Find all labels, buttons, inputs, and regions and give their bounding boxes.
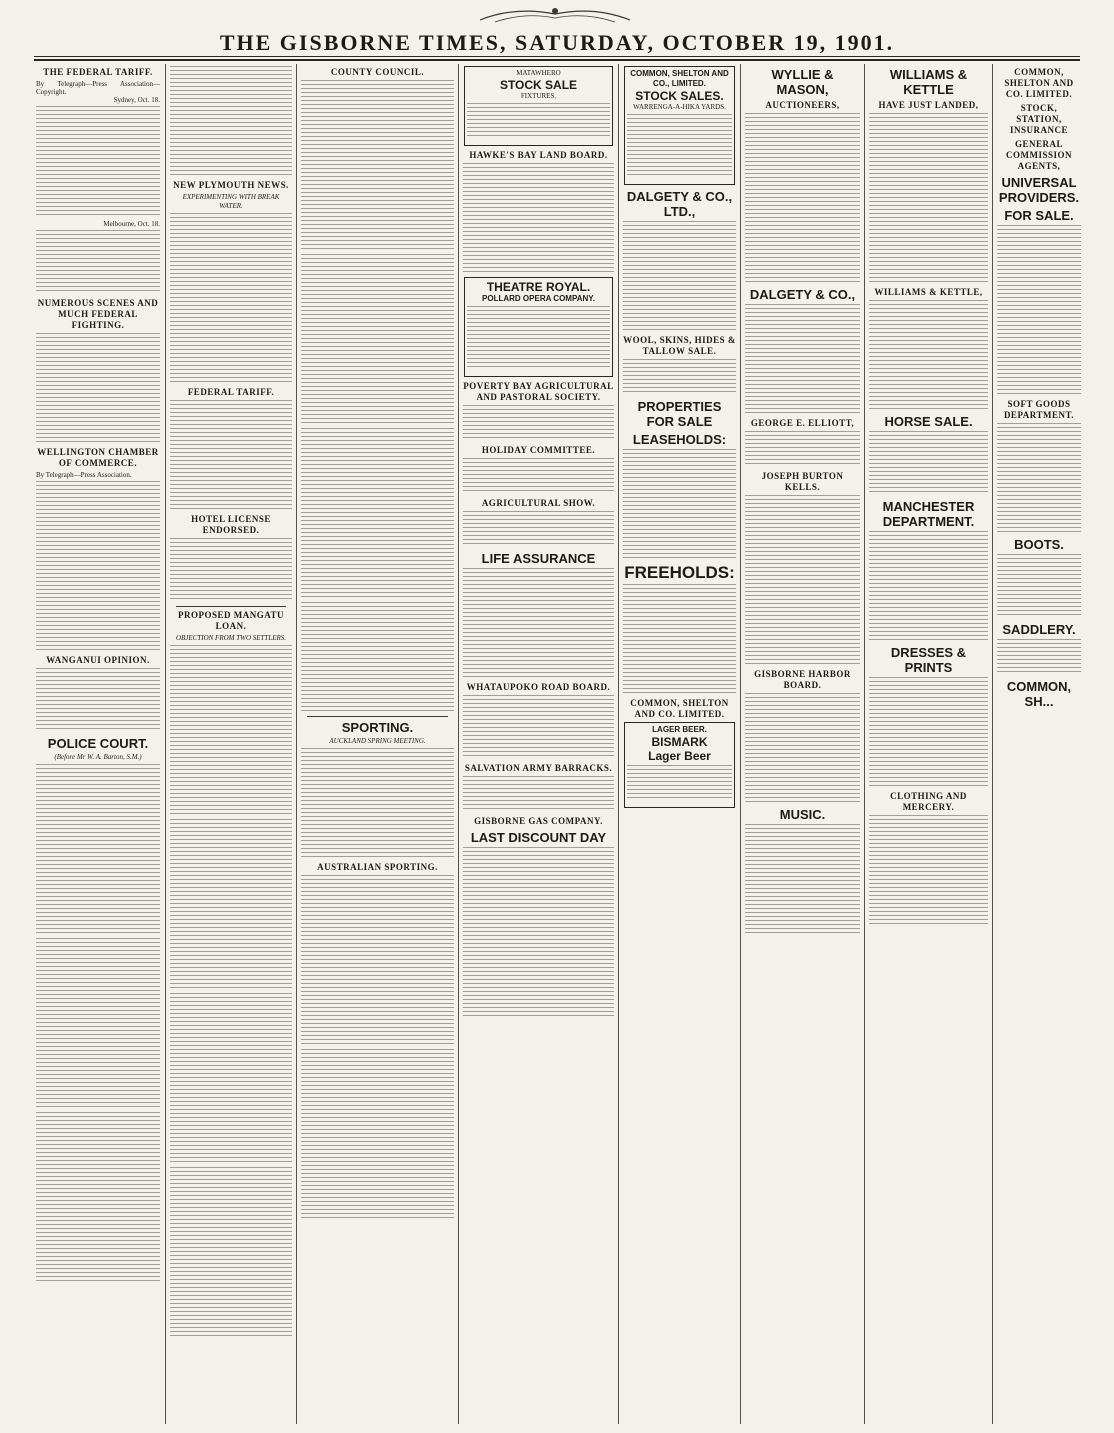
headline-wool-sale: WOOL, SKINS, HIDES & TALLOW SALE. (623, 335, 736, 356)
article-text (301, 602, 454, 712)
subheadline-auckland-spring: AUCKLAND SPRING MEETING. (329, 737, 426, 745)
masthead-title: THE GISBORNE TIMES, SATURDAY, OCTOBER 19, 1901. (219, 30, 895, 55)
article-text (170, 1167, 292, 1337)
headline-gas-company: GISBORNE GAS COMPANY. (474, 816, 603, 826)
article-text (301, 1049, 454, 1219)
classified-text (463, 511, 614, 547)
headline-freeholds: FREEHOLDS: (624, 563, 735, 582)
headline-new-plymouth: NEW PLYMOUTH NEWS. (173, 180, 289, 190)
headline-life-assurance: LIFE ASSURANCE (481, 551, 596, 566)
article-text (170, 66, 292, 176)
ad-brand: BISMARK (651, 735, 708, 749)
police-court-byline: (Before Mr W. A. Barton, S.M.) (54, 753, 142, 761)
classified-text (623, 449, 736, 559)
column-7 (869, 64, 988, 1424)
ad-company: COMMON, SHELTON AND CO., LIMITED. (630, 69, 729, 88)
classified-text (869, 431, 988, 495)
ad-subtitle: WARRENGA-A-HIKA YARDS. (633, 103, 726, 111)
masthead-ornament (470, 2, 640, 26)
article-text (301, 254, 454, 424)
theatre-ad (464, 277, 613, 377)
article-text (36, 230, 160, 294)
headline-australian-sporting: AUSTRALIAN SPORTING. (317, 862, 438, 872)
headline-boots: BOOTS. (1014, 537, 1064, 552)
headline-wyllie-mason: WYLLIE & MASON, (771, 67, 834, 97)
headline-universal: UNIVERSAL PROVIDERS. (998, 175, 1080, 205)
dateline-place: Sydney, Oct. 18. (113, 96, 160, 104)
classified-text (997, 554, 1081, 618)
article-text (36, 1112, 160, 1282)
classified-text (463, 568, 614, 678)
headline-clothing: CLOTHING AND MERCERY. (890, 791, 967, 812)
headline-agricultural-society: POVERTY BAY AGRICULTURAL AND PASTORAL SOCIETY. (463, 381, 614, 402)
headline-soft-goods: SOFT GOODS DEPARTMENT. (1003, 399, 1075, 420)
masthead-rule (34, 56, 1080, 57)
headline-discount-day: LAST DISCOUNT DAY (470, 830, 607, 845)
ad-title: THEATRE ROYAL. (486, 280, 591, 294)
section-divider (307, 716, 448, 717)
article-text (301, 875, 454, 1045)
headline-for-sale: FOR SALE. (1004, 208, 1074, 223)
headline-saddlery: SADDLERY. (1002, 622, 1076, 637)
headline-county-council: COUNTY COUNCIL. (330, 67, 425, 77)
masthead (0, 0, 1114, 58)
headline-common-shelton-2: COMMON, SHELTON AND CO. LIMITED. (1004, 67, 1074, 99)
section-divider (176, 606, 286, 607)
classified-text (745, 113, 860, 283)
headline-manchester: MANCHESTER DEPARTMENT. (882, 499, 975, 529)
headline-dalgety: DALGETY & CO., LTD., (626, 189, 733, 219)
headline-mangatu-loan: PROPOSED MANGATU LOAN. (177, 610, 285, 631)
subheadline-break-water: EXPERIMENTING WITH BREAK WATER. (182, 193, 280, 210)
common-shelton-ad (624, 66, 735, 185)
headline-common-sh: COMMON, SH... (1006, 679, 1072, 709)
subheadline-two-settlers: OBJECTION FROM TWO SETTLERS. (175, 634, 287, 642)
classified-text (997, 639, 1081, 675)
ad-text (627, 114, 732, 178)
stock-sale-ad (464, 66, 613, 146)
classified-text (623, 221, 736, 331)
article-text (36, 333, 160, 443)
column-3 (301, 64, 454, 1424)
headline-scenes: NUMEROUS SCENES AND MUCH FEDERAL FIGHTING. (37, 298, 159, 330)
article-text (170, 645, 292, 815)
article-text (301, 80, 454, 250)
classified-text (745, 495, 860, 665)
subheadline-stock-station: STOCK, STATION, INSURANCE (1009, 103, 1068, 135)
headline-george-elliott: GEORGE E. ELLIOTT, (750, 418, 855, 428)
classified-text (997, 423, 1081, 533)
ad-text (627, 765, 732, 801)
headline-federal-tariff-2: FEDERAL TARIFF. (187, 387, 275, 397)
headline-joseph-kells: JOSEPH BURTON KELLS. (761, 471, 844, 492)
article-text (301, 748, 454, 858)
classified-text (463, 847, 614, 1017)
headline-salvation-army: SALVATION ARMY BARRACKS. (464, 763, 613, 773)
dateline: By Telegraph—Press Association. (36, 471, 132, 479)
headline-sporting: SPORTING. (341, 720, 414, 735)
column-divider (618, 64, 619, 1424)
ad-title: STOCK SALE (499, 78, 578, 92)
column-divider (740, 64, 741, 1424)
article-text (170, 213, 292, 383)
article-text (170, 538, 292, 602)
article-text (170, 993, 292, 1163)
subheadline-auctioneers: AUCTIONEERS, (765, 100, 840, 110)
article-text (170, 819, 292, 989)
dateline: By Telegraph—Press Association—Copyright. (36, 80, 160, 96)
article-text (36, 764, 160, 934)
article-text (36, 938, 160, 1108)
classified-text (463, 163, 614, 273)
headline-holiday-committee: HOLIDAY COMMITTEE. (481, 445, 596, 455)
column-divider (864, 64, 865, 1424)
classified-text (869, 113, 988, 283)
column-divider (165, 64, 166, 1424)
headline-dalgety-2: DALGETY & CO., (749, 287, 856, 302)
article-text (36, 481, 160, 651)
headline-wanganui: WANGANUI OPINION. (46, 655, 150, 665)
ad-text (467, 306, 610, 370)
classified-text (463, 405, 614, 441)
article-text (301, 428, 454, 598)
classified-text (623, 584, 736, 694)
subheadline-commission: GENERAL COMMISSION AGENTS, (1005, 139, 1072, 171)
article-text (170, 400, 292, 510)
headline-hawkes-bay-land: HAWKE'S BAY LAND BOARD. (469, 150, 608, 160)
headline-whataupoko-road: WHATAUPOKO ROAD BOARD. (466, 682, 611, 692)
column-divider (458, 64, 459, 1424)
classified-text (869, 531, 988, 641)
ad-title: STOCK SALES. (635, 89, 724, 103)
headline-horse-sale: HORSE SALE. (884, 414, 973, 429)
article-text (36, 106, 160, 216)
headline-leaseholds: LEASEHOLDS: (632, 432, 727, 447)
headline-dresses-prints: DRESSES & PRINTS (890, 645, 967, 675)
article-text (36, 668, 160, 732)
headline-hotel-license: HOTEL LICENSE ENDORSED. (191, 514, 271, 535)
classified-text (745, 693, 860, 803)
classified-text (463, 776, 614, 812)
column-1 (36, 64, 160, 1424)
classified-text (869, 677, 988, 787)
dateline-place: Melbourne, Oct. 18. (103, 220, 160, 228)
ad-place: MATAWHERO (516, 69, 561, 77)
masthead-rule-double (34, 59, 1080, 61)
headline-agricultural-show: AGRICULTURAL SHOW. (481, 498, 596, 508)
lager-beer-ad (624, 722, 735, 808)
headline-wellington-chamber: WELLINGTON CHAMBER OF COMMERCE. (37, 447, 159, 468)
ad-subtitle: FIXTURES. (520, 92, 557, 100)
headline-common-shelton: COMMON, SHELTON AND CO. LIMITED. (630, 698, 729, 719)
headline-properties: PROPERTIES FOR SALE (637, 399, 722, 429)
column-6 (745, 64, 860, 1424)
classified-text (869, 300, 988, 410)
classified-text (869, 815, 988, 925)
classified-text (745, 824, 860, 934)
column-divider (992, 64, 993, 1424)
headline-federal-tariff: THE FEDERAL TARIFF. (43, 67, 153, 77)
classified-text (745, 431, 860, 467)
headline-music: MUSIC. (779, 807, 826, 822)
column-divider (296, 64, 297, 1424)
classified-text (623, 359, 736, 395)
headline-harbor-board: GISBORNE HARBOR BOARD. (754, 669, 851, 690)
ad-text (467, 103, 610, 139)
column-5 (623, 64, 736, 1424)
classified-text (463, 458, 614, 494)
ad-title: LAGER BEER. (652, 725, 707, 734)
classified-text (997, 225, 1081, 395)
headline-williams-kettle-2: WILLIAMS & KETTLE, (874, 287, 983, 297)
column-8 (997, 64, 1081, 1424)
headline-police-court: POLICE COURT. (47, 736, 149, 751)
headline-williams-kettle: WILLIAMS & KETTLE (889, 67, 968, 97)
classified-text (745, 304, 860, 414)
subheadline-just-landed: HAVE JUST LANDED, (878, 100, 979, 110)
column-2 (170, 64, 292, 1424)
ad-product: Lager Beer (648, 749, 711, 763)
ad-subtitle: POLLARD OPERA COMPANY. (482, 294, 595, 303)
classified-text (463, 695, 614, 759)
column-4 (463, 64, 614, 1424)
